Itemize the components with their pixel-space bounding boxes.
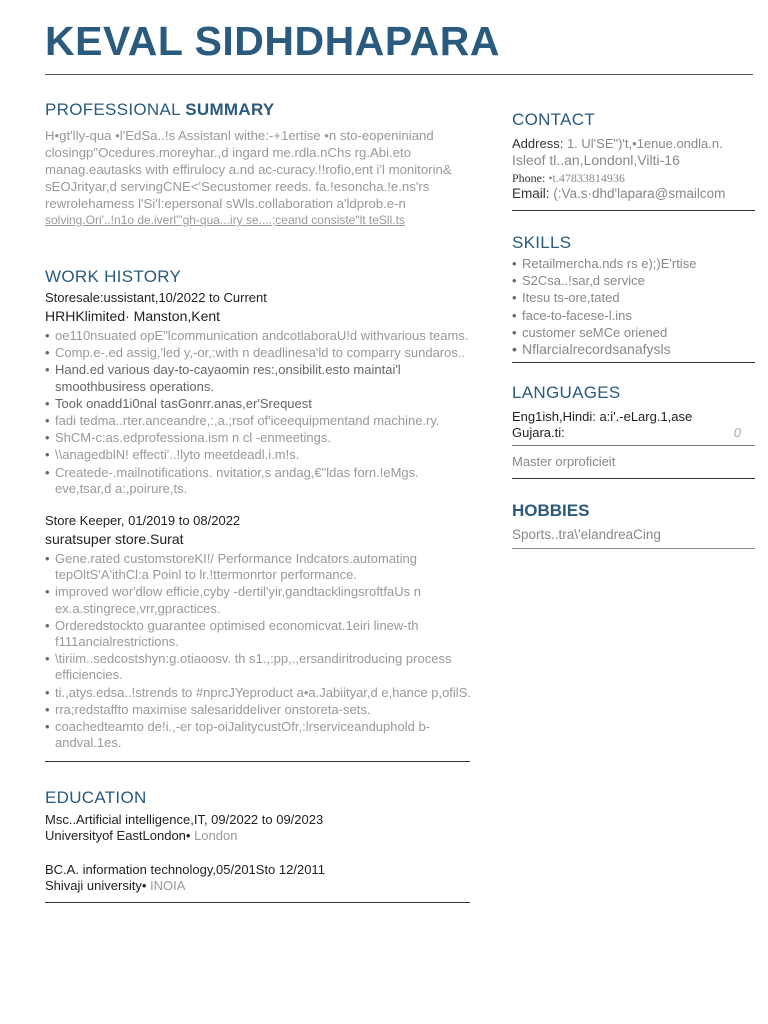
skill-item: • face-to-facese-l.ins	[512, 307, 755, 324]
job-entry	[45, 290, 473, 497]
email-label: Email:	[512, 186, 554, 201]
summary-line: closingp"Ocedures.moreyhar.,d ingard me.rdla.nChs rg.Abi.eto	[45, 145, 412, 160]
skills-list	[512, 255, 755, 358]
language-line	[512, 425, 755, 441]
job-bullet: • \\anagedblN! effecti'..!lyto meetdeadl.i.m!s.	[45, 447, 473, 463]
language-label: Gujara.ti:	[512, 425, 565, 441]
skill-item: • Itesu ts-ore,tated	[512, 289, 755, 306]
skill-item: • Retailmercha.nds rs e);)E'rtise	[512, 255, 755, 272]
summary-heading-bold: SUMMARY	[185, 100, 275, 119]
contact-heading: CONTACT	[512, 110, 595, 129]
section-divider	[512, 362, 755, 363]
job-title: Storesale:ussistant,10/2022 to Current	[45, 290, 267, 305]
hobbies-heading: HOBBIES	[512, 501, 590, 521]
skill-item: • S2Csa..!sar,d service	[512, 272, 755, 289]
job-bullets	[45, 328, 473, 497]
education-entry	[45, 862, 473, 894]
job-bullet: • rra;redstaffto maximise salesariddeliver onstoreta-sets.	[45, 702, 473, 718]
job-bullet: • fadi tedma..rter.anceandre,:,a.;rsof of'iceequipmentand machine.ry.	[45, 413, 473, 429]
summary-line: solving.Ori'..!n1o de.iverl'"gh-qua...iry se....;ceand consiste"lt teSll.ts	[45, 213, 405, 227]
phone-label: Phone:	[512, 171, 549, 185]
address-line-2: Isleof tl..an,Londonl,Vilti-16	[512, 152, 680, 168]
job-bullet: • Createde-.mailnotifications. nvitatior,s andag,€"ldas forn.!eMgs. eve,tsar,d a:,poirure,ts.	[45, 465, 473, 497]
section-divider	[512, 478, 755, 479]
job-entry	[45, 513, 473, 751]
contact-address	[512, 136, 755, 152]
job-bullet: • coachedteamto de!i.,-er top-oiJalitycustOfr,:lrserviceanduphold b-andval.1es.	[45, 719, 473, 751]
job-bullet: • ti.,atys.edsa..!strends to #nprcJYeproduct a•a.Jabiityar,d e,hance p,ofilS.	[45, 685, 473, 701]
education-degree: BC.A. information technology,05/201Sto 12/2011	[45, 862, 325, 878]
job-bullets	[45, 551, 473, 751]
language-line: Eng1ish,Hindi: a:i'.-eLarg.1,ase	[512, 409, 693, 425]
job-company: HRHKlimited· Manston,Kent	[45, 308, 221, 324]
language-value: 0	[733, 425, 741, 441]
job-bullet: • Comp.e-.ed assig,'led y,-or,:with n deadlinesa'ld to comparry sundaros..	[45, 345, 473, 361]
summary-line: manag.eautasks with effirulocy a.nd ac-curacy.!!rofio,ent i'l monitorin&	[45, 162, 452, 177]
summary-text	[45, 127, 473, 229]
job-bullet: • \tiriim..sedcostshyn:g.otiaoosv. th s1.,:pp,.,ersandiritroducing process efficiencies.	[45, 651, 473, 683]
skills-heading: SKILLS	[512, 233, 572, 252]
school-place: London	[194, 828, 238, 844]
languages-block	[512, 409, 755, 441]
section-divider	[512, 445, 755, 446]
left-column	[45, 100, 473, 903]
section-divider	[512, 548, 755, 549]
school-name: Shivaji university•	[45, 878, 150, 894]
job-bullet: • Hand.ed various day-to-cayaomin res:,onsibilit.esto maintai'l smoothbusiress operations.	[45, 362, 473, 394]
job-bullet: • Took onadd1i0nal tasGonrr.anas,er'Srequest	[45, 396, 473, 412]
education-entry	[45, 812, 473, 844]
right-column	[512, 110, 755, 549]
contact-block	[512, 136, 755, 202]
languages-heading: LANGUAGES	[512, 383, 621, 403]
education-heading: EDUCATION	[45, 788, 147, 808]
summary-line: sEOJrityar,d servingCNE<'Secustomer reeds. fa.!esoncha.!e.ns'rs	[45, 179, 430, 194]
language-level: Master orproficieit	[512, 454, 616, 470]
job-bullet: • Gene.rated customstoreKI!/ Performance Indcators.automating tepOltS'A'ithCl:a Poinl to lr.!ttermonrtor performance.	[45, 551, 473, 583]
school-name: Universityof EastLondon•	[45, 828, 195, 844]
education-school	[45, 828, 473, 844]
section-divider	[512, 210, 755, 211]
summary-line: H•gt'lly-qua •l'EdSa..!s Assistanl withe:-+1ertise •n sto-eopeniniand	[45, 128, 434, 143]
section-divider	[45, 902, 470, 903]
header-divider	[45, 74, 753, 75]
job-bullet: • improved wor'dlow efficie,cyby -dertil'yir,gandtacklingsroftfaUs n ex.a.stingrece,vrr,gpractices.	[45, 584, 473, 616]
school-place: INOIA	[149, 878, 186, 894]
section-divider	[45, 761, 470, 762]
address-label: Address:	[512, 136, 564, 151]
education-school	[45, 878, 473, 894]
summary-heading-plain: PROFESSIONAL	[45, 100, 186, 119]
work-history-heading: WORK HISTORY	[45, 267, 182, 286]
skill-item: • Nflarcialrecordsanafysls	[512, 341, 755, 358]
job-title: Store Keeper, 01/2019 to 08/2022	[45, 513, 241, 529]
contact-phone	[512, 170, 755, 186]
candidate-name: KEVAL SIDHDHAPARA	[45, 18, 500, 64]
phone-value[interactable]: •t.47833814936	[548, 171, 625, 185]
skill-item: • customer seMCe oriened	[512, 324, 755, 341]
address-line-1: 1. Ul'SE")'t,•1enue.ondla.n.	[566, 136, 723, 151]
contact-email	[512, 186, 755, 202]
education-degree: Msc..Artificial intelligence,IT, 09/2022 to 09/2023	[45, 812, 324, 828]
job-bullet: • oe110nsuated opE"lcommunication andcotlaboraU!d withvarious teams.	[45, 328, 473, 344]
hobbies-text: Sports..tra\'elandreaCing	[512, 527, 661, 543]
summary-line: rewrolehamess l'Si'l:epersonal sWls.collaboration a'ldprob.e-n	[45, 196, 406, 211]
email-value[interactable]: (:Va.s·dhd'lapara@smailcom	[553, 186, 726, 201]
job-bullet: • Orderedstockto guarantee optimised economicvat.1eiri linew-th f111ancialrestrictions.	[45, 618, 473, 650]
job-bullet: • ShCM-c:as.edprofessiona.ism n cl -enmeetings.	[45, 430, 473, 446]
summary-heading	[45, 100, 473, 120]
job-company: suratsuper store.Surat	[45, 531, 184, 548]
